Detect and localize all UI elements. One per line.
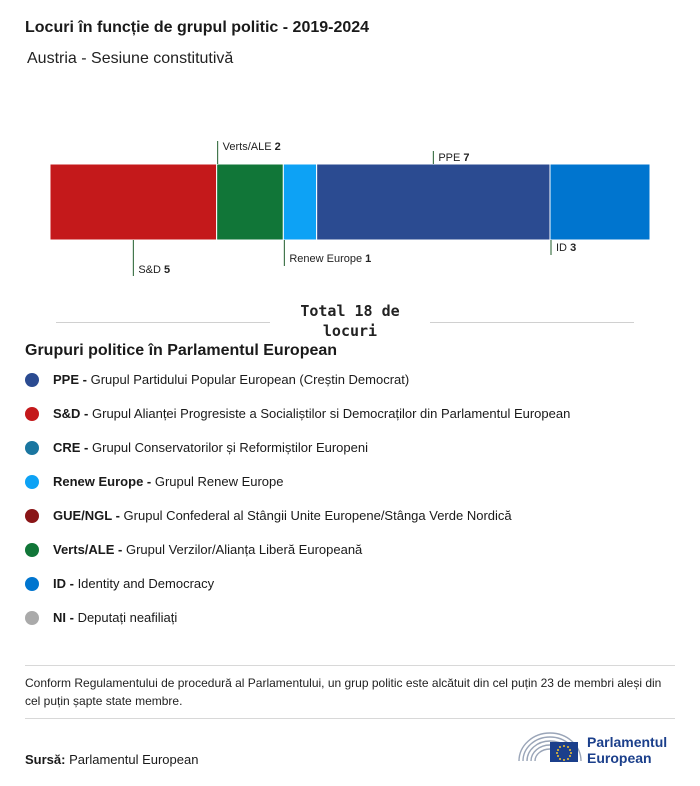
- legend-text: [53, 473, 284, 491]
- legend-desc: Grupul Confederal al Stângii Unite Europene/Stânga Verde Nordică: [123, 508, 512, 523]
- legend-item: [25, 541, 570, 575]
- hemicycle-icon: [515, 727, 585, 767]
- legend-item: [25, 507, 570, 541]
- legend-text: [53, 371, 409, 389]
- note-divider-bottom: [25, 718, 675, 719]
- legend-swatch: [25, 407, 39, 421]
- bar-label: [289, 253, 371, 265]
- bar-label-name: S&D: [138, 264, 165, 276]
- legend-desc: Grupul Partidului Popular European (Creștin Democrat): [90, 372, 410, 387]
- legend-swatch: [25, 611, 39, 625]
- legend-item: [25, 575, 570, 609]
- legend-text: [53, 507, 512, 525]
- stacked-bar-chart: [0, 130, 700, 290]
- bar-label-name: Verts/ALE: [222, 141, 275, 153]
- total-divider-left: [56, 322, 273, 323]
- bar-label: [223, 141, 281, 153]
- source-value: Parlamentul European: [69, 752, 199, 767]
- logo-line-2: European: [587, 750, 652, 766]
- legend-swatch: [25, 543, 39, 557]
- legend-abbr: GUE/NGL -: [53, 508, 124, 523]
- bar-segment-id: [550, 164, 650, 240]
- bar-label: [438, 152, 469, 164]
- source-label: Sursă:: [25, 752, 66, 767]
- legend-item: [25, 609, 570, 643]
- bar-segment-renew-europe: [283, 164, 316, 240]
- legend-abbr: S&D -: [53, 406, 92, 421]
- legend-item: [25, 405, 570, 439]
- legend: [25, 371, 570, 643]
- legend-desc: Grupul Renew Europe: [154, 474, 284, 489]
- legend-abbr: Renew Europe -: [53, 474, 155, 489]
- legend-abbr: Verts/ALE -: [53, 542, 126, 557]
- legend-desc: Identity and Democracy: [77, 576, 215, 591]
- bar-label: [556, 242, 576, 254]
- note-divider-top: [25, 665, 675, 666]
- bar-segment-verts-ale: [217, 164, 284, 240]
- legend-desc: Grupul Alianței Progresiste a Socialiștilor si Democraților din Parlamentul European: [92, 406, 571, 421]
- footnote: Conform Regulamentului de procedură al Parlamentului, un grup politic este alcătuit din cel puțin 23 de membri aleși din cel puțin șapte state membre.: [25, 676, 662, 708]
- bar-label-name: ID: [556, 242, 571, 254]
- legend-abbr: PPE -: [53, 372, 91, 387]
- legend-desc: Deputați neafiliați: [77, 610, 178, 625]
- legend-text: [53, 541, 362, 559]
- legend-abbr: ID -: [53, 576, 78, 591]
- legend-text: [53, 609, 177, 627]
- total-seats-label: Total 18 de locuri: [270, 301, 430, 341]
- legend-item: [25, 473, 570, 507]
- legend-desc: Grupul Verzilor/Alianța Liberă Europeană: [125, 542, 363, 557]
- bar-label: [138, 264, 170, 276]
- legend-swatch: [25, 441, 39, 455]
- legend-desc: Grupul Conservatorilor și Reformiștilor Europeni: [92, 440, 368, 455]
- legend-item: [25, 371, 570, 405]
- source-line: [25, 752, 198, 767]
- chart-subtitle: Austria - Sesiune constitutivă: [27, 50, 234, 67]
- bar-label-value: 2: [274, 141, 281, 153]
- legend-abbr: NI -: [53, 610, 78, 625]
- legend-title: Grupuri politice în Parlamentul European: [25, 342, 338, 359]
- bar-label-value: 1: [365, 253, 372, 265]
- bar-segment-ppe: [317, 164, 550, 240]
- parliament-logo: [515, 727, 680, 767]
- legend-swatch: [25, 577, 39, 591]
- legend-swatch: [25, 475, 39, 489]
- legend-swatch: [25, 509, 39, 523]
- bar-label-value: 3: [570, 242, 577, 254]
- logo-line-1: Parlamentul: [587, 734, 668, 750]
- bar-label-name: Renew Europe: [289, 253, 366, 265]
- legend-text: [53, 439, 368, 457]
- total-divider-right: [418, 322, 634, 323]
- legend-text: [53, 575, 214, 593]
- bar-label-value: 5: [164, 264, 171, 276]
- legend-abbr: CRE -: [53, 440, 92, 455]
- legend-swatch: [25, 373, 39, 387]
- bar-segment-s-d: [50, 164, 217, 240]
- bar-label-value: 7: [463, 152, 470, 164]
- chart-title: Locuri în funcție de grupul politic - 2019-2024: [25, 19, 370, 36]
- legend-item: [25, 439, 570, 473]
- legend-text: [53, 405, 570, 423]
- bar-label-name: PPE: [438, 152, 464, 164]
